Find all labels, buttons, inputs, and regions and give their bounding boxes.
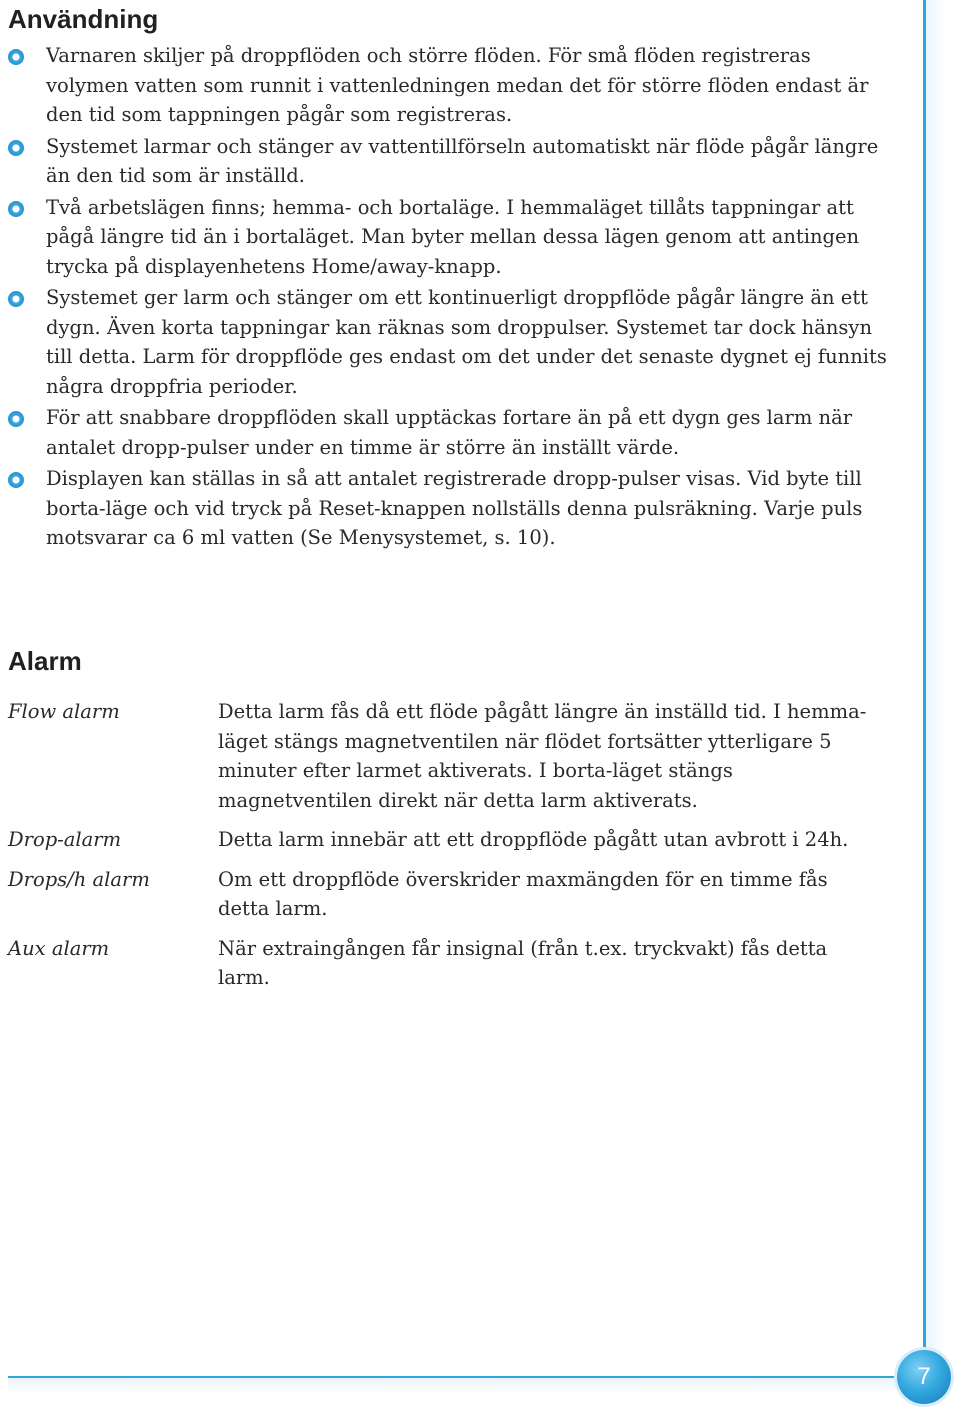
alarm-description: Detta larm fås då ett flöde pågått längre än inställd tid. I hemma-läget stängs magnetventilen när flödet fortsätter ytterligare 5 minuter efter larmet aktiverats. I borta-läget stängs magnetventilen direkt när detta larm aktiverats. (218, 700, 867, 812)
bottom-rule-shade (8, 1378, 900, 1394)
bullet-icon (8, 472, 24, 488)
alarm-description: Detta larm innebär att ett droppflöde pågått utan avbrott i 24h. (218, 828, 849, 851)
alarm-table (8, 697, 888, 1003)
usage-list-item (8, 41, 888, 130)
alarm-description: Om ett droppflöde överskrider maxmängden för en timme fås detta larm. (218, 867, 828, 920)
alarm-row (8, 825, 888, 855)
alarm-row (8, 865, 888, 924)
alarm-name: Flow alarm (8, 700, 120, 723)
usage-item-text: Två arbetslägen finns; hemma- och bortaläge. I hemmaläget tillåts tappningar att pågå längre tid än i bortaläget. Man byter mellan dessa lägen genom att antingen trycka på displayenhetens Home/away-knapp. (46, 195, 860, 278)
alarm-name: Drops/h alarm (8, 867, 150, 891)
usage-list-item (8, 132, 888, 191)
usage-item-text: Systemet ger larm och stänger om ett kontinuerligt droppflöde pågår längre än ett dygn. Även korta tappningar kan räknas som droppulser. Systemet tar dock hänsyn till detta. Larm för droppflöde ges endast om det under det senaste dygnet ej funnits några droppfria perioder. (46, 286, 887, 398)
bottom-rule (8, 1376, 900, 1378)
usage-list-item (8, 283, 888, 401)
usage-item-text: För att snabbare droppflöden skall upptäckas fortare än på ett dygn ges larm när antalet dropp-pulser under en timme är större än inställt värde. (46, 406, 853, 459)
usage-list (8, 41, 888, 555)
usage-list-item (8, 464, 888, 553)
bullet-icon (8, 411, 24, 427)
bullet-icon (8, 140, 24, 156)
usage-item-text: Displayen kan ställas in så att antalet registrerade dropp-pulser visas. Vid byte till borta-läge och vid tryck på Reset-knappen nollställs denna pulsräkning. Varje puls motsvarar ca 6 ml vatten (Se Menysystemet, s. 10). (46, 467, 863, 549)
alarm-description: När extraingången får insignal (från t.ex. tryckvakt) fås detta larm. (218, 936, 828, 989)
bullet-icon (8, 201, 24, 217)
usage-list-item (8, 193, 888, 282)
alarm-name: Drop-alarm (8, 828, 122, 851)
alarm-row (8, 697, 888, 815)
usage-list-item (8, 403, 888, 462)
usage-item-text: Varnaren skiljer på droppflöden och större flöden. För små flöden registreras volymen vatten som runnit i vattenledningen medan det för större flöden endast är den tid som tappningen pågår som registreras. (46, 44, 869, 126)
bullet-icon (8, 49, 24, 65)
usage-item-text: Systemet larmar och stänger av vattentillförseln automatiskt när flöde pågår längre än den tid som är inställd. (46, 134, 879, 187)
section-title-alarm: Alarm (8, 646, 82, 676)
page-edge-line (923, 0, 926, 1360)
page-number: 7 (897, 1350, 951, 1404)
alarm-name: Aux alarm (8, 936, 110, 960)
page-edge-shade (926, 0, 946, 1360)
section-title-usage: Användning (8, 4, 159, 34)
bullet-icon (8, 291, 24, 307)
alarm-row (8, 934, 888, 993)
